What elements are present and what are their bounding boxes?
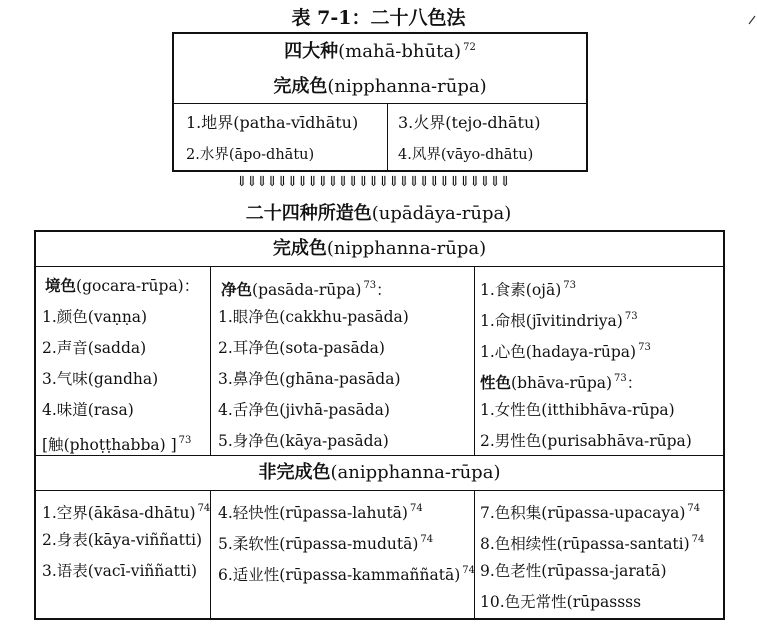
divider [474,267,475,455]
window-edge-icon [747,10,757,20]
sex-matter-header: 性色(bhāva-rūpa) $^{73}$： [480,373,643,392]
list-item: 3.语表(vacī-viññatti) [42,562,198,580]
divider [35,455,724,456]
divider [210,267,211,455]
list-item: 1.命根(jīvitindriya) $^{73}$ [480,311,638,330]
element-wind: 4.风界(vāyo-dhātu) [398,147,534,163]
list-item: [触(phoṭṭhabba) ] $^{73}$ [42,435,192,454]
list-item: 2.耳净色(sota-pasāda) [218,339,385,357]
list-item: 2.男性色(purisabhāva-rūpa) [480,432,692,450]
list-item: 4.舌净色(jivhā-pasāda) [218,401,390,419]
list-item: 9.色老性(rūpassa-jaratā) [480,562,667,580]
list-item: 1.心色(hadaya-rūpa) $^{73}$ [480,342,651,361]
list-item: 3.气味(gandha) [42,370,159,388]
great-elements-heading: 四大种(mahā-bhūta) $^{72}$ [284,41,476,62]
derived-matter-heading: 二十四种所造色(upādāya-rūpa) [245,203,512,224]
list-item: 5.身净色(kāya-pasāda) [218,432,389,450]
table-title: 表 7-1：二十八色法 [291,7,466,29]
list-item: 10.色无常性(rūpassss [480,593,642,611]
list-item: 2.声音(sadda) [42,339,147,357]
list-item: 1.颜色(vaṇṇa) [42,308,148,326]
completed-matter-heading: 完成色(nipphanna-rūpa) [272,238,487,259]
divider [35,266,724,267]
list-item: 1.空界(ākāsa-dhātu) $^{74}$ [42,503,211,522]
list-item: 1.食素(ojā) $^{73}$ [480,280,577,299]
list-item: 6.适业性(rūpassa-kammaññatā) $^{74}$ [218,565,476,584]
down-arrows-icon: ⇓⇓⇓⇓⇓⇓⇓⇓⇓⇓⇓⇓⇓⇓⇓⇓⇓⇓⇓⇓⇓⇓⇓⇓⇓⇓⇓ [236,174,510,190]
element-fire: 3.火界(tejo-dhātu) [398,113,541,132]
list-item: 1.眼净色(cakkhu-pasāda) [218,308,409,326]
top-completed-matter-heading: 完成色(nipphanna-rūpa) [273,76,487,97]
objective-matter-header: 境色(gocara-rūpa)： [45,276,200,295]
list-item: 1.女性色(itthibhāva-rūpa) [480,401,675,419]
list-item: 2.身表(kāya-viññatti) [42,531,203,549]
list-item: 3.鼻净色(ghāna-pasāda) [218,370,401,388]
element-earth: 1.地界(patha-vīdhātu) [186,113,359,132]
list-item: 5.柔软性(rūpassa-mudutā) $^{74}$ [218,534,434,553]
element-water: 2.水界(āpo-dhātu) [186,147,315,163]
divider [173,103,587,104]
non-completed-matter-heading: 非完成色(anipphanna-rūpa) [258,462,501,483]
list-item: 4.轻快性(rūpassa-lahutā) $^{74}$ [218,503,423,522]
list-item: 7.色积集(rūpassa-upacaya) $^{74}$ [480,503,701,522]
divider [387,104,388,171]
divider [474,491,475,619]
list-item: 4.味道(rasa) [42,401,134,419]
divider [35,490,724,491]
list-item: 8.色相续性(rūpassa-santati) $^{74}$ [480,534,705,553]
sensitive-matter-header: 净色(pasāda-rūpa) $^{73}$： [221,280,392,299]
